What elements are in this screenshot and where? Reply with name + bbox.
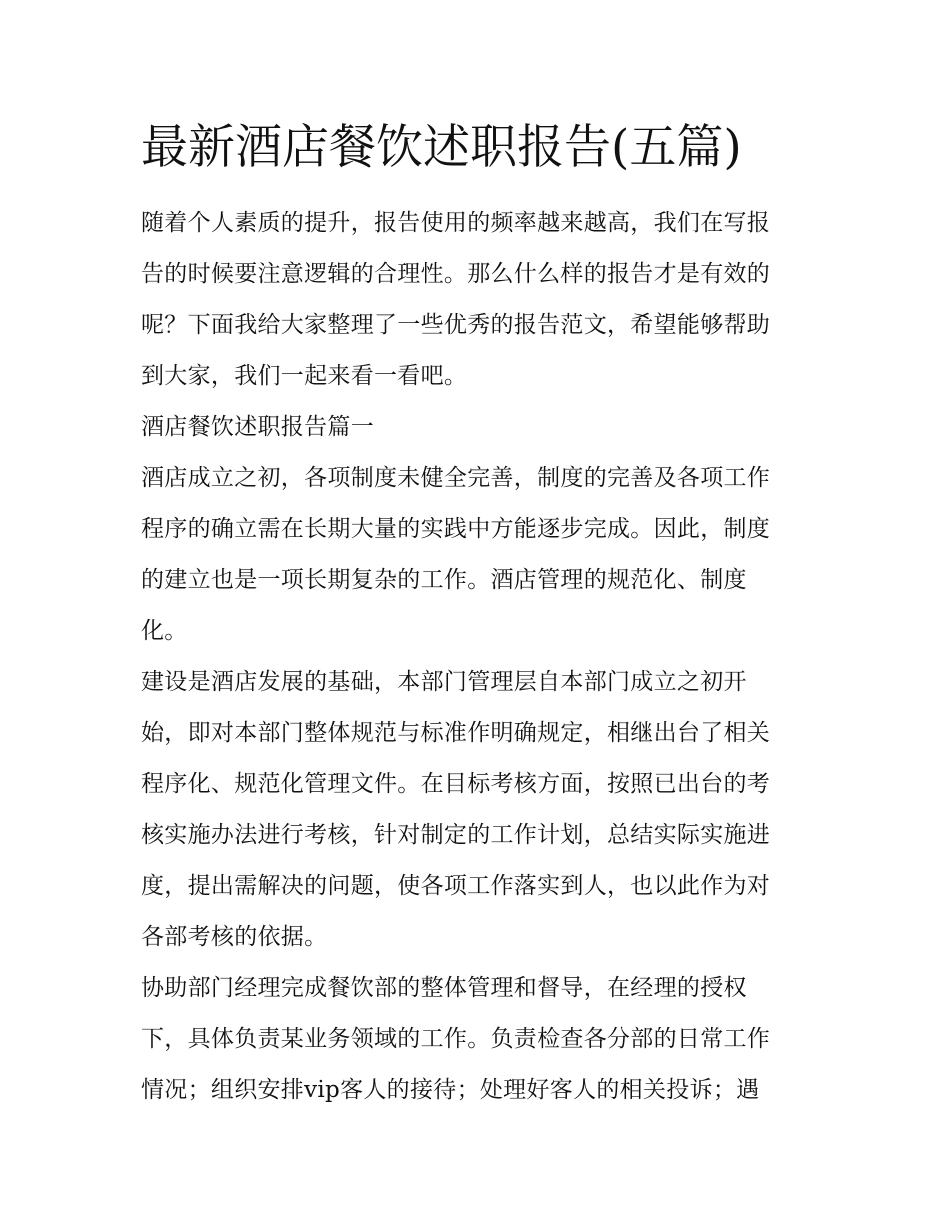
paragraph-line: 下，具体负责某业务领域的工作。负责检查各分部的日常工作	[141, 1026, 771, 1052]
body-paragraph	[141, 963, 813, 1116]
paragraph-line: 程序化、规范化管理文件。在目标考核方面，按照已出台的考	[141, 771, 771, 797]
paragraph-line: 各部考核的依据。	[141, 924, 328, 950]
paragraph-line: 度，提出需解决的问题，使各项工作落实到人，也以此作为对	[141, 873, 771, 899]
paragraph-line: 化。	[141, 618, 188, 644]
paragraph-line: 建设是酒店发展的基础，本部门管理层自本部门成立之初开	[141, 669, 747, 695]
body-paragraph	[141, 453, 813, 657]
body-paragraph	[141, 657, 813, 963]
paragraph-line: 告的时候要注意逻辑的合理性。那么什么样的报告才是有效的	[141, 261, 771, 287]
paragraph-line: 情况；组织安排vip客人的接待；处理好客人的相关投诉；遇	[141, 1077, 760, 1103]
paragraph-line: 呢？下面我给大家整理了一些优秀的报告范文，希望能够帮助	[141, 312, 771, 338]
section-heading-text: 酒店餐饮述职报告篇一	[141, 414, 374, 440]
paragraph-line: 协助部门经理完成餐饮部的整体管理和督导，在经理的授权	[141, 975, 747, 1001]
paragraph-line: 始，即对本部门整体规范与标准作明确规定，相继出台了相关	[141, 720, 771, 746]
document-title: 最新酒店餐饮述职报告(五篇)	[141, 120, 742, 175]
section-heading	[141, 402, 813, 453]
document-page	[141, 110, 813, 1116]
paragraph-line: 酒店成立之初，各项制度未健全完善，制度的完善及各项工作	[141, 465, 771, 491]
paragraph-line: 程序的确立需在长期大量的实践中方能逐步完成。因此，制度	[141, 516, 771, 542]
intro-paragraph	[141, 198, 813, 402]
paragraph-line: 核实施办法进行考核，针对制定的工作计划，总结实际实施进	[141, 822, 771, 848]
paragraph-line: 到大家，我们一起来看一看吧。	[141, 363, 468, 389]
paragraph-line: 的建立也是一项长期复杂的工作。酒店管理的规范化、制度	[141, 567, 747, 593]
paragraph-line: 随着个人素质的提升，报告使用的频率越来越高，我们在写报	[141, 210, 771, 236]
